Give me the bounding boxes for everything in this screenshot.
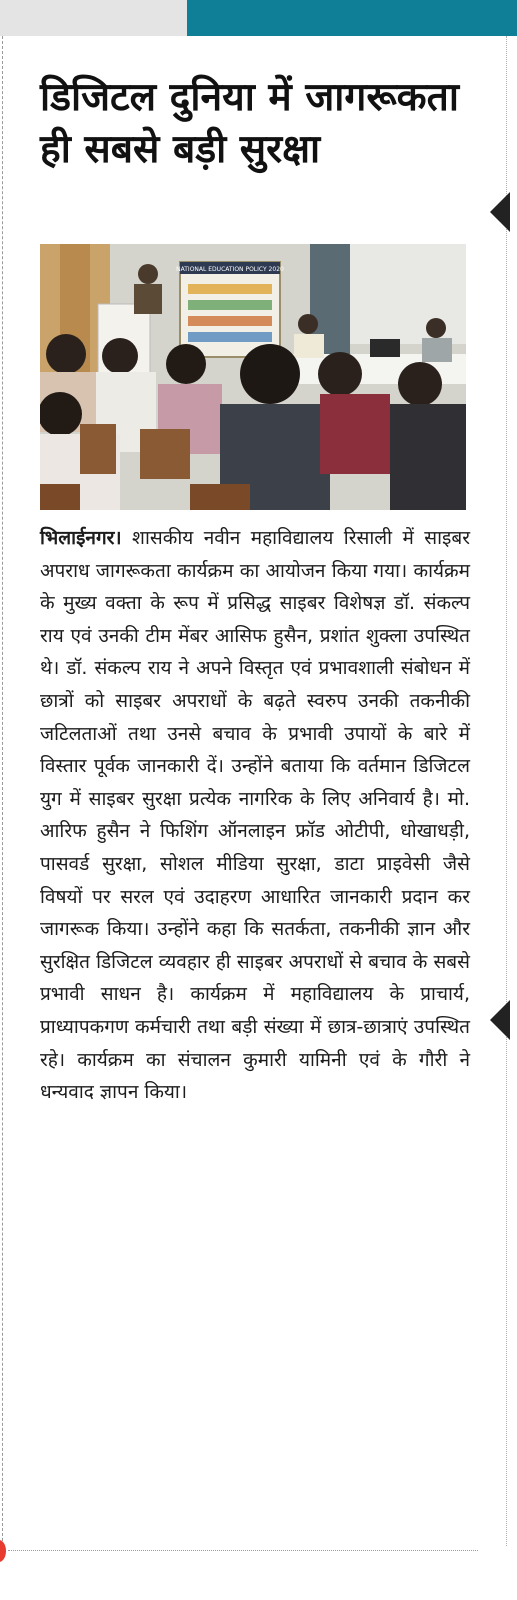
article-body: [40, 522, 470, 1109]
red-dot-icon: [0, 1540, 6, 1562]
page-edge-marker-icon: [490, 192, 510, 232]
article-text: शासकीय नवीन महाविद्यालय रिसाली में साइबर अपराध जागरूकता कार्यक्रम का आयोजन किया गया। कार्यक्रम के मुख्य वक्ता के रूप में प्रसिद्ध साइबर विशेषज्ञ डॉ. संकल्प राय एवं उनकी टीम मेंबर आसिफ हुसैन, प्रशांत शुक्ला उपस्थित थे। डॉ. संकल्प राय ने अपने विस्तृत एवं प्रभावशाली संबोधन में छात्रों को साइबर अपराधों के बढ़ते स्वरुप उनकी तकनीकी जटिलताओं तथा उनसे बचाव के प्रभावी उपायों के बारे में विस्तार पूर्वक जानकारी दें। उन्होंने बताया कि वर्तमान डिजिटल युग में साइबर सुरक्षा प्रत्येक नागरिक के लिए अनिवार्य है। मो. आरिफ हुसैन ने फिशिंग ऑनलाइन फ्रॉड ओटीपी, धोखाधड़ी, पासवर्ड सुरक्षा, सोशल मीडिया सुरक्षा, डाटा प्राइवेसी जैसे विषयों पर सरल एवं उदाहरण आधारित जानकारी प्रदान कर जागरूक किया। उन्होंने कहा कि सतर्कता, तकनीकी ज्ञान और सुरक्षित डिजिटल व्यवहार ही साइबर अपराधों से बचाव के सबसे प्रभावी साधन है। कार्यक्रम में महाविद्यालय के प्राचार्य, प्राध्यापकगण कर्मचारी तथा बड़ी संख्या में छात्र-छात्राएं उपस्थित रहे। कार्यक्रम का संचालन कुमारी यामिनी एवं के गौरी ने धन्यवाद ज्ञापन किया।: [40, 527, 470, 1104]
page-edge-marker-icon: [490, 1000, 510, 1040]
banner-text: NATIONAL EDUCATION POLICY 2020: [176, 266, 284, 273]
left-column-rule: [2, 36, 3, 1546]
top-bar-accent: [187, 0, 517, 36]
bottom-column-rule: [8, 1550, 478, 1551]
article-dateline: भिलाईनगर।: [40, 527, 122, 549]
headline: डिजिटल दुनिया में जागरूकता ही सबसे बड़ी सुरक्षा: [40, 75, 459, 172]
event-photo: [40, 244, 466, 510]
top-bar-grey: [0, 0, 187, 36]
event-photo-illustration: [40, 244, 466, 510]
right-column-rule: [506, 36, 507, 1546]
